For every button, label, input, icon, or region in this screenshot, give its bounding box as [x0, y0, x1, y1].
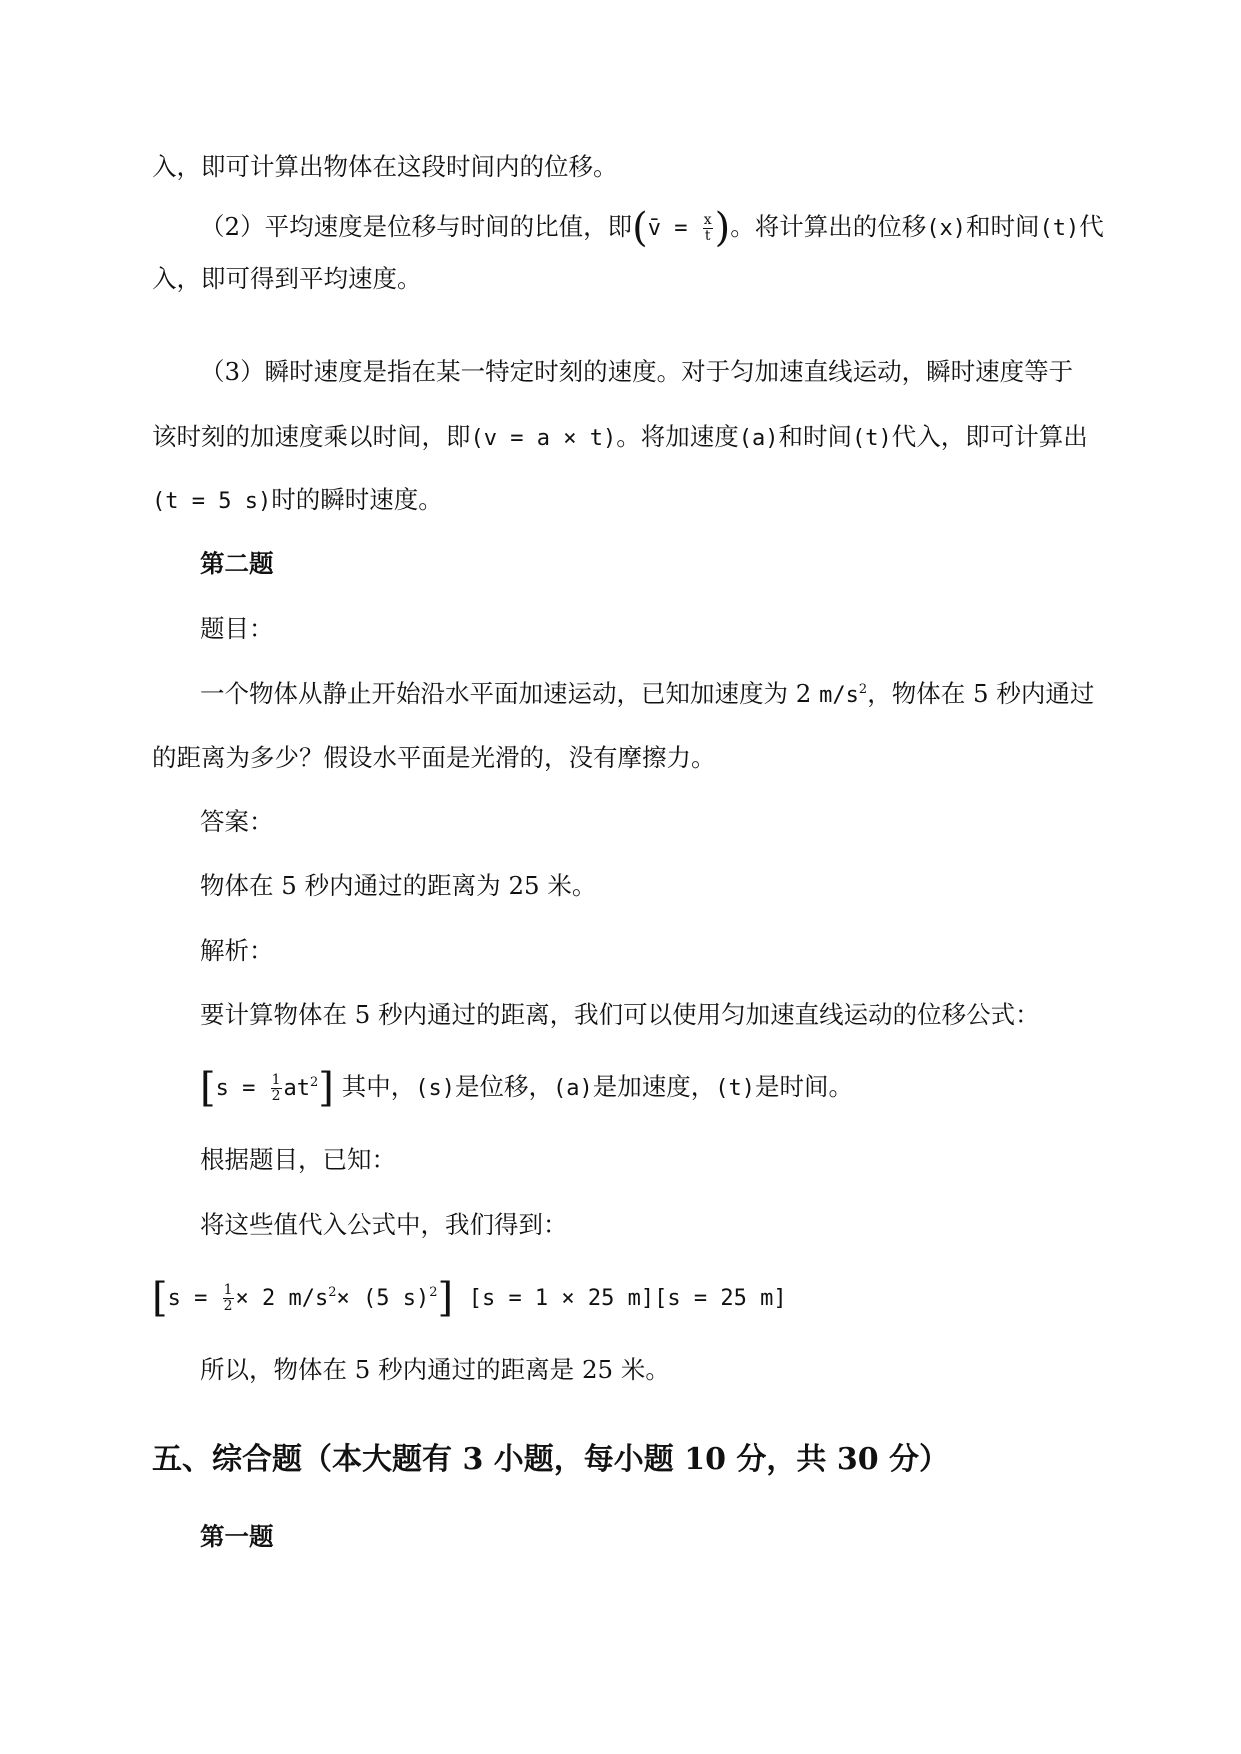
symbol-t: (t): [851, 426, 892, 451]
text: 和时间: [965, 212, 1040, 241]
question-line-1: [200, 677, 1145, 713]
question-line-2: [152, 741, 1097, 775]
paragraph-3-line-1: [200, 355, 1145, 389]
symbol-x: (x): [926, 216, 966, 241]
text: 时的瞬时速度。: [271, 485, 443, 514]
paragraph-3-line-2: [152, 420, 1097, 456]
left-bracket: [: [152, 1275, 168, 1321]
denominator: t: [704, 228, 711, 244]
text: 第二题: [200, 549, 274, 578]
paragraph-2-line-2: [152, 262, 1097, 296]
numerator: 1: [223, 1282, 233, 1298]
text: 代: [1079, 212, 1104, 241]
text: 物体在 5 秒内通过的距离为 25 米。: [200, 871, 597, 900]
text: 该时刻的加速度乘以时间，即: [152, 422, 471, 451]
paragraph-2-line-1: [200, 205, 1145, 251]
text: ，物体在 5 秒内通过: [867, 679, 1095, 708]
right-paren: ): [714, 205, 731, 251]
exponent: 2: [310, 1074, 319, 1090]
formula-step-2: [s = 1 × 25 m]: [468, 1286, 655, 1311]
formula-1-line: [200, 1065, 1145, 1111]
denominator: 2: [271, 1088, 281, 1104]
text: 题目：: [200, 614, 274, 643]
text: 的距离为多少？假设水平面是光滑的，没有摩擦力。: [152, 743, 716, 772]
section-5-heading: [152, 1440, 949, 1480]
formula-step-3: [s = 25 m]: [654, 1286, 787, 1311]
paragraph-1-continuation: [152, 150, 1097, 184]
text: 入，即可计算出物体在这段时间内的位移。: [152, 152, 618, 181]
text: 。将计算出的位移: [730, 212, 927, 241]
exponent: 2: [328, 1284, 337, 1300]
numerator: x: [703, 212, 712, 228]
conclusion-line: [200, 1353, 1145, 1387]
formula-t-equals-5s: (t = 5 s): [152, 489, 272, 514]
text: 一个物体从静止开始沿水平面加速运动，已知加速度为 2: [200, 679, 820, 708]
symbol-t: (t): [1039, 216, 1080, 241]
paragraph-3-line-3: [152, 483, 1097, 519]
s-equals: s =: [215, 1076, 269, 1101]
at-term: at: [283, 1076, 311, 1101]
unit: m/s: [819, 683, 859, 708]
exponent: 2: [429, 1284, 438, 1300]
text: 入，即可得到平均速度。: [152, 264, 422, 293]
time-term: × (5 s): [336, 1286, 430, 1311]
text: 是加速度，: [592, 1072, 716, 1101]
s-equals: s =: [167, 1286, 221, 1311]
text: 要计算物体在 5 秒内通过的距离，我们可以使用匀加速直线运动的位移公式：: [200, 1000, 1040, 1029]
text: 。将加速度: [616, 422, 739, 451]
text: 根据题目，已知：: [200, 1145, 396, 1174]
formula-v-equals-at: (v = a × t): [470, 426, 617, 451]
symbol-s: (s): [415, 1076, 455, 1101]
text: 其中，: [333, 1072, 416, 1101]
text: 解析：: [200, 936, 274, 965]
text: 第一题: [200, 1522, 274, 1551]
answer-label: [200, 805, 1145, 839]
denominator: 2: [223, 1298, 233, 1314]
formula-2-line: [152, 1275, 1097, 1321]
left-paren: (: [632, 205, 648, 251]
text: 代入，即可计算出: [891, 422, 1088, 451]
equals: =: [660, 216, 701, 241]
text: 是位移，: [454, 1072, 553, 1101]
right-bracket: ]: [437, 1275, 454, 1321]
fraction-one-half: [271, 1073, 282, 1104]
substitute-line: [200, 1208, 1145, 1242]
symbol-t: (t): [715, 1076, 755, 1101]
text: （2）平均速度是位移与时间的比值，即: [200, 212, 633, 241]
symbol-a: (a): [552, 1076, 593, 1101]
text: 答案：: [200, 807, 274, 836]
text: （3）瞬时速度是指在某一特定时刻的速度。对于匀加速直线运动，瞬时速度等于: [200, 357, 1074, 386]
question-label: [200, 612, 1145, 646]
right-bracket: ]: [318, 1065, 334, 1111]
text: 和时间: [778, 422, 852, 451]
question-2-title: [200, 547, 1145, 581]
left-bracket: [: [200, 1065, 216, 1111]
fraction-one-half: [223, 1283, 234, 1314]
analysis-line-1: [200, 998, 1145, 1032]
section-5-question-1-title: [200, 1520, 1145, 1554]
unit-exponent: 2: [858, 681, 868, 697]
analysis-label: [200, 934, 1145, 968]
numerator: 1: [271, 1072, 281, 1088]
fraction-x-over-t: [703, 213, 713, 244]
acceleration-term: × 2 m/s: [235, 1286, 329, 1311]
text: 是时间。: [754, 1072, 853, 1101]
symbol-a: (a): [738, 426, 779, 451]
v-bar-symbol: v̄: [647, 216, 661, 241]
text: 五、综合题（本大题有 3 小题，每小题 10 分，共 30 分）: [152, 1442, 950, 1477]
known-line: [200, 1143, 1145, 1177]
text: 将这些值代入公式中，我们得到：: [200, 1210, 568, 1239]
answer-text: [200, 869, 1145, 903]
text: 所以，物体在 5 秒内通过的距离是 25 米。: [200, 1355, 670, 1384]
